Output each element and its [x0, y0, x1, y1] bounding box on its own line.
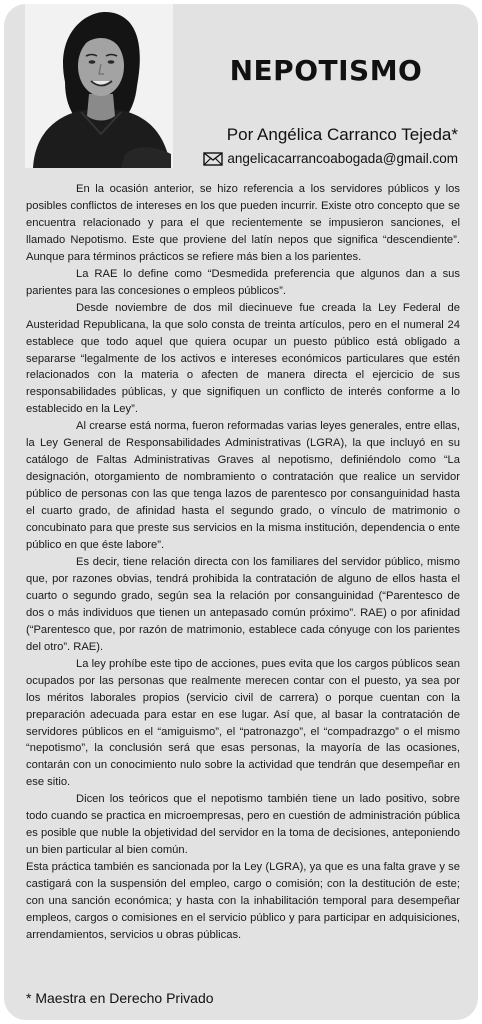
paragraph: En la ocasión anterior, se hizo referencia a los servidores públicos y los posibles conflictos de intereses en los que pueden incurrir. Existe otro concepto que se encuentra relacionado y para el que recientemente se impusieron sanciones, el llamado Nepotismo. Este que proviene del latín nepos que significa “descendiente”. Aunque para términos prácticos se refiere más bien a los parientes. — [26, 183, 460, 263]
envelope-icon — [203, 152, 223, 166]
paragraph: Al crearse está norma, fueron reformadas varias leyes generales, entre ellas, la Ley General de Responsabilidades Administrativas (LGRA), la que incluyó en su catálogo de Faltas Administrativas Graves al nepotismo, definiéndolo como “La designación, otorgamiento de nombramiento o contratación que realice un servidor público de personas con las que tenga lazos de parentesco por consanguinidad hasta el cuarto grado, de afinidad hasta el segundo grado, o vínculo de matrimonio o concubinato para que preste sus servicios en la misma institución, dependencia o ente público en que éste labore”. — [26, 420, 460, 552]
article-title: NEPOTISMO — [229, 54, 423, 87]
paragraph: Es decir, tiene relación directa con los familiares del servidor público, mismo que, por razones obvias, tendrá prohibida la contratación de alguno de ellos hasta el cuarto o segundo grado, según sea la relación por consanguinidad (“Parentesco de dos o más individuos que tienen un antepasado común próximo”. RAE) o por afinidad (“Parentesco que, por razón de matrimonio, establece cada cónyuge con los parientes del otro”. RAE). — [26, 555, 460, 653]
paragraph: Esta práctica también es sancionada por la Ley (LGRA), ya que es una falta grave y se castigará con la suspensión del empleo, cargo o comisión; con la destitución de este; con una sanción económica; y hasta con la inhabilitación temporal para desempeñar empleos, cargos o comisiones en el servicio público y para participar en adquisiciones, arrendamientos, servicios u obras públicas. — [26, 861, 460, 941]
article-body — [26, 181, 460, 944]
paragraph: Dicen los teóricos que el nepotismo también tiene un lado positivo, sobre todo cuando se practica en microempresas, pero en cuestión de administración pública es posible que nuble la objetividad del servidor en la toma de decisiones, anteponiendo un bien particular al bien común. — [26, 793, 460, 857]
paragraph: La RAE lo define como “Desmedida preferencia que algunos dan a sus parientes para las concesiones o empleos públicos”. — [26, 267, 460, 297]
author-email[interactable]: angelicacarrancoabogada@gmail.com — [227, 151, 458, 166]
paragraph: Desde noviembre de dos mil diecinueve fue creada la Ley Federal de Austeridad Republicana, la que solo consta de treinta artículos, pero en el numeral 24 establece que todo aquel que quiera ocupar un puesto público está obligado a separarse “legalmente de los activos e intereses económicos particulares que estén relacionados con la materia o afecten de manera directa el ejercicio de sus responsabilidades públicas, y que signifiquen un conflicto de interés conforme a lo establecido en la Ley”. — [26, 301, 460, 416]
article-card — [4, 4, 478, 1020]
author-photo — [25, 4, 173, 168]
author-byline: Por Angélica Carranco Tejeda* — [226, 125, 458, 144]
author-portrait — [25, 4, 173, 168]
author-footnote: * Maestra en Derecho Privado — [26, 990, 214, 1006]
author-email-row — [203, 151, 458, 166]
paragraph: La ley prohíbe este tipo de acciones, pues evita que los cargos públicos sean ocupados por las personas que realmente merecen contar con el puesto, ya sea por los méritos laborales propios (servicio civil de carrera) o porque cuentan con la preparación adecuada para estar en ese lugar. Así que, al basar la contratación de servidores públicos en el “amiguismo”, el “patronazgo”, el “compadrazgo” o el mismo “nepotismo”, la conclusión será que esas personas, la mayoría de las ocasiones, contarán con un conocimiento nulo sobre la actividad que tendrán que desempeñar en ese sitio. — [26, 657, 460, 789]
